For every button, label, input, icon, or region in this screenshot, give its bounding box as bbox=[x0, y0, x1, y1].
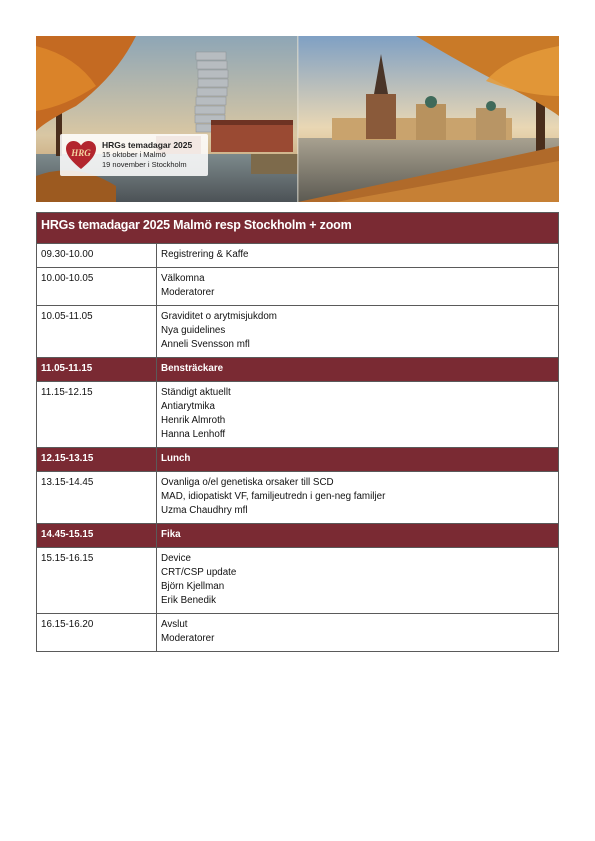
time-cell: 11.05-11.15 bbox=[37, 358, 157, 382]
session-cell bbox=[157, 244, 559, 268]
banner-date-stockholm: 19 november i Stockholm bbox=[102, 160, 187, 169]
schedule-title: HRGs temadagar 2025 Malmö resp Stockholm + zoom bbox=[37, 213, 559, 244]
event-logo-box bbox=[60, 134, 208, 176]
session-cell bbox=[157, 358, 559, 382]
session-cell bbox=[157, 268, 559, 306]
session-cell bbox=[157, 524, 559, 548]
logo-mark: HRG bbox=[71, 148, 91, 158]
banner-date-malmo: 15 oktober i Malmö bbox=[102, 150, 166, 159]
schedule-break-row bbox=[37, 448, 559, 472]
session-line: Device bbox=[161, 553, 191, 564]
banner-image bbox=[36, 36, 559, 202]
session-line: CRT/CSP update bbox=[161, 567, 237, 578]
time-cell: 14.45-15.15 bbox=[37, 524, 157, 548]
schedule-header-row bbox=[37, 213, 559, 244]
session-line: Moderatorer bbox=[161, 287, 215, 298]
session-cell bbox=[157, 448, 559, 472]
schedule-row bbox=[37, 472, 559, 524]
session-line: Björn Kjellman bbox=[161, 581, 225, 592]
session-line: Henrik Almroth bbox=[161, 415, 226, 426]
heart-logo-icon bbox=[64, 138, 98, 172]
session-line: Lunch bbox=[161, 453, 191, 464]
session-line: Hanna Lenhoff bbox=[161, 429, 226, 440]
session-line: Graviditet o arytmisjukdom bbox=[161, 311, 277, 322]
session-line: Uzma Chaudhry mfl bbox=[161, 505, 248, 516]
schedule-row bbox=[37, 614, 559, 652]
banner-illustration bbox=[36, 36, 559, 202]
schedule-row bbox=[37, 306, 559, 358]
session-line: Välkomna bbox=[161, 273, 205, 284]
banner-title: HRGs temadagar 2025 bbox=[102, 140, 193, 150]
session-line: Ovanliga o/el genetiska orsaker till SCD bbox=[161, 477, 334, 488]
schedule-row bbox=[37, 268, 559, 306]
schedule-break-row bbox=[37, 358, 559, 382]
time-cell: 16.15-16.20 bbox=[37, 614, 157, 652]
time-cell: 15.15-16.15 bbox=[37, 548, 157, 614]
schedule-row bbox=[37, 244, 559, 268]
session-line: MAD, idiopatiskt VF, familjeutredn i gen-neg familjer bbox=[161, 491, 386, 502]
session-line: Anneli Svensson mfl bbox=[161, 339, 250, 350]
schedule-row bbox=[37, 382, 559, 448]
time-cell: 13.15-14.45 bbox=[37, 472, 157, 524]
time-cell: 12.15-13.15 bbox=[37, 448, 157, 472]
schedule-break-row bbox=[37, 524, 559, 548]
schedule-row bbox=[37, 548, 559, 614]
session-line: Avslut bbox=[161, 619, 188, 630]
time-cell: 09.30-10.00 bbox=[37, 244, 157, 268]
time-cell: 11.15-12.15 bbox=[37, 382, 157, 448]
session-line: Moderatorer bbox=[161, 633, 215, 644]
session-line: Nya guidelines bbox=[161, 325, 226, 336]
session-line: Antiarytmika bbox=[161, 401, 215, 412]
schedule-body bbox=[37, 244, 559, 652]
session-line: Erik Benedik bbox=[161, 595, 216, 606]
time-cell: 10.00-10.05 bbox=[37, 268, 157, 306]
time-cell: 10.05-11.05 bbox=[37, 306, 157, 358]
session-cell bbox=[157, 614, 559, 652]
session-line: Bensträckare bbox=[161, 363, 224, 374]
schedule-table bbox=[36, 212, 559, 652]
session-cell bbox=[157, 306, 559, 358]
session-cell bbox=[157, 472, 559, 524]
session-line: Ständigt aktuellt bbox=[161, 387, 231, 398]
session-cell bbox=[157, 548, 559, 614]
session-line: Fika bbox=[161, 529, 181, 540]
session-cell bbox=[157, 382, 559, 448]
session-line: Registrering & Kaffe bbox=[161, 249, 249, 260]
